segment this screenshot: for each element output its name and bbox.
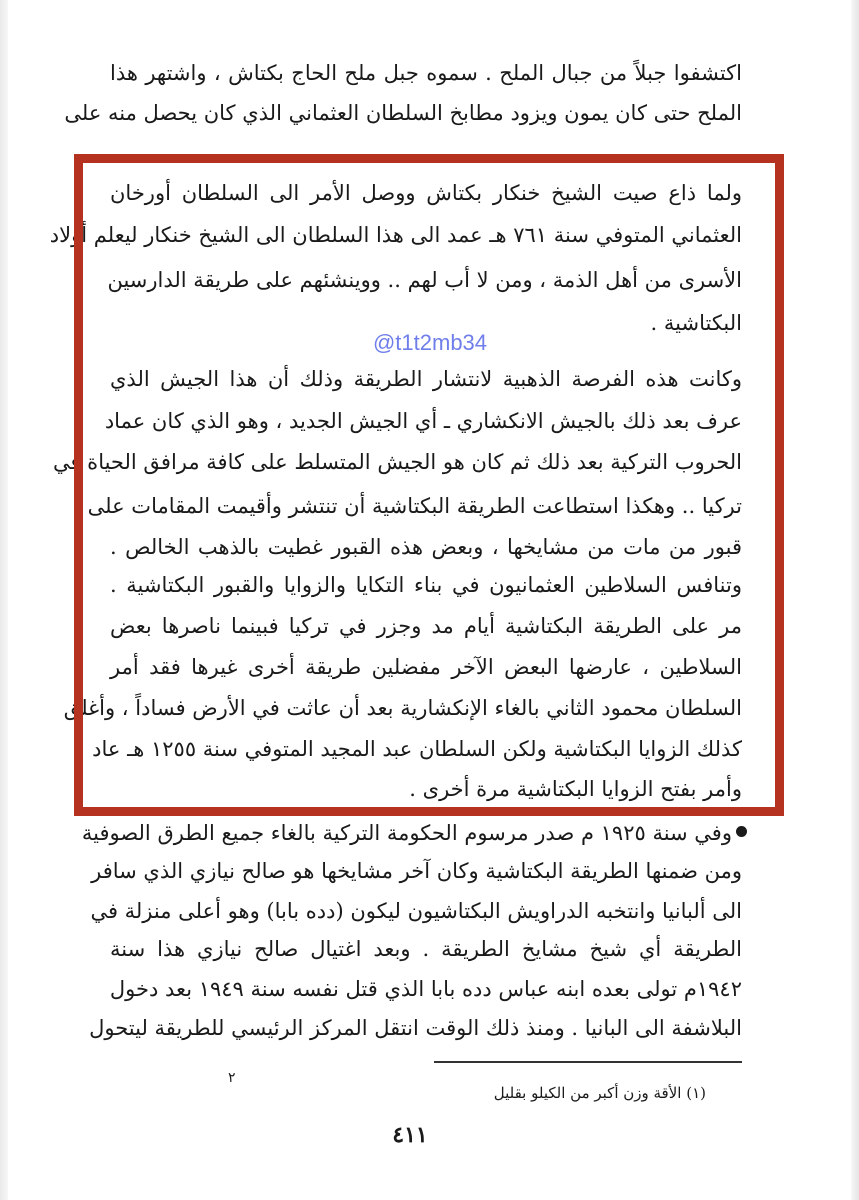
text-line: العثماني المتوفي سنة ٧٦١ هـ عمد الى هذا السلطان الى الشيخ خنكار ليعلم أولاد [49,223,742,247]
page-edge-left [0,0,8,1200]
text-line: وكانت هذه الفرصة الذهبية لانتشار الطريقة وذلك أن هذا الجيش الذي [110,367,742,391]
text-line: الملح حتى كان يمون ويزود مطابخ السلطان العثماني الذي كان يحصل منه على [64,101,742,125]
text-line: البلاشفة الى البانيا . ومنذ ذلك الوقت انتقل المركز الرئيسي للطريقة ليتحول [89,1016,742,1040]
page-edge-right [851,0,859,1200]
footnote: (١) الأقة وزن أكبر من الكيلو بقليل [493,1084,706,1102]
text-line: ومن ضمنها الطريقة البكتاشية وكان آخر مشايخها هو صالح نيازي الذي سافر [91,859,742,883]
text-line: الى ألبانيا وانتخبه الدراويش البكتاشيون ليكون (دده بابا) وهو أعلى منزلة في [90,899,742,923]
text-line: كذلك الزوايا البكتاشية ولكن السلطان عبد المجيد المتوفي سنة ١٢٥٥ هـ عاد [92,737,742,761]
text-line: مر على الطريقة البكتاشية أيام مد وجزر في تركيا فبينما ناصرها بعض [110,614,742,638]
page-number: ٤١١ [392,1122,428,1148]
text-line: ١٩٤٢م تولى بعده ابنه عباس دده بابا الذي قتل نفسه سنة ١٩٤٩ بعد دخول [109,977,742,1001]
footnote-separator [434,1061,742,1063]
text-line: الأسرى من أهل الذمة ، ومن لا أب لهم .. ووينشئهم على طريقة الدارسين [107,268,742,292]
text-line: الطريقة أي شيخ مشايخ الطريقة . وبعد اغتيال صالح نيازي هذا سنة [110,937,742,961]
text-line: قبور من مات من مشايخها ، وبعض هذه القبور غطيت بالذهب الخالص . [110,535,742,559]
text-line: ولما ذاع صيت الشيخ خنكار بكتاش ووصل الأمر الى السلطان أورخان [110,181,742,205]
text-line: تركيا .. وهكذا استطاعت الطريقة البكتاشية أن تنتشر وأقيمت المقامات على [87,494,742,518]
text-line: عرف بعد ذلك بالجيش الانكشاري ـ أي الجيش الجديد ، وهو الذي كان عماد [104,409,742,433]
text-line: السلاطين ، عارضها البعض الآخر مفضلين طريقة أخرى غيرها فقد أمر [110,655,742,679]
text-line: وتنافس السلاطين العثمانيون في بناء التكايا والزوايا والقبور البكتاشية . [110,573,742,597]
stray-mark: ٢ [228,1070,236,1086]
text-line: وفي سنة ١٩٢٥ م صدر مرسوم الحكومة التركية بالغاء جميع الطرق الصوفية [81,821,732,845]
watermark: @t1t2mb34 [372,330,488,355]
text-line: السلطان محمود الثاني بالغاء الإنكشارية بعد أن عاثت في الأرض فساداً ، وأغلق [63,696,742,720]
text-line: وأمر بفتح الزوايا البكتاشية مرة أخرى . [409,777,742,801]
highlight-frame [49,154,784,816]
text-line: اكتشفوا جبلاً من جبال الملح . سموه جبل ملح الحاج بكتاش ، واشتهر هذا [110,61,742,85]
bullet-icon [736,826,747,837]
text-line: البكتاشية . [650,311,742,335]
text-line: الحروب التركية بعد ذلك ثم كان هو الجيش المتسلط على كافة مرافق الحياة في [52,450,742,474]
